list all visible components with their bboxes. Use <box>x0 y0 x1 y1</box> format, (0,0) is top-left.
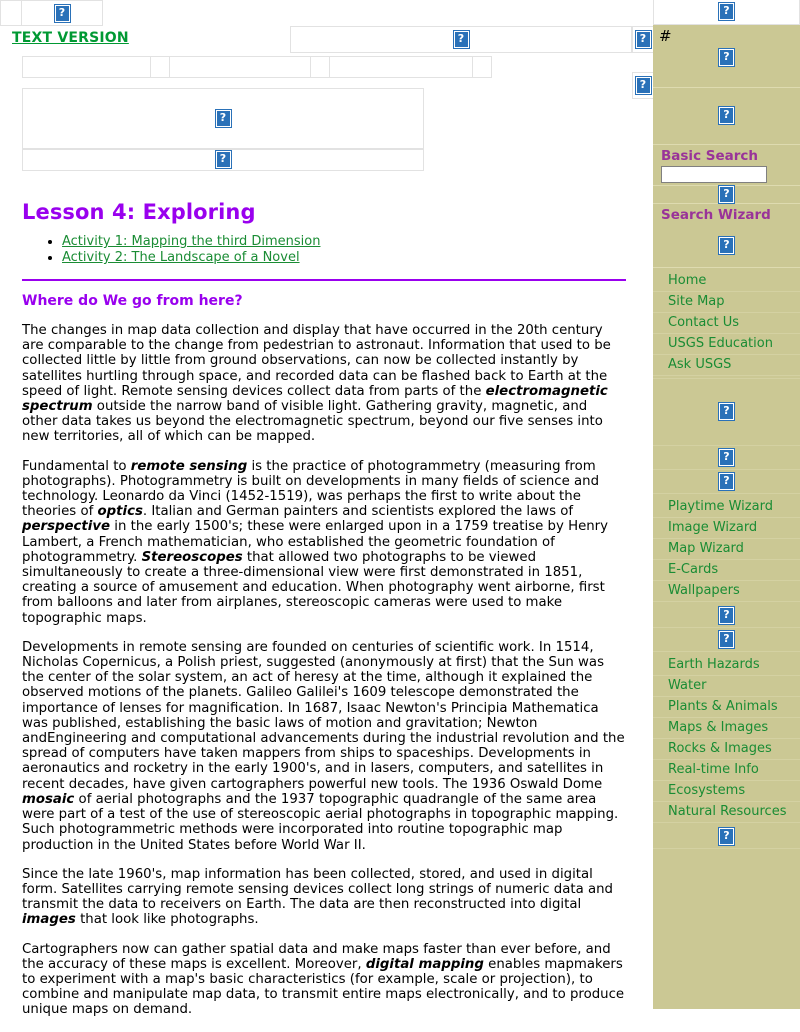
emphasis-term: images <box>22 912 76 928</box>
search-wizard-heading: Search Wizard <box>653 204 800 225</box>
paragraph-text: is the practice of photogrammetry (measuring from photographs). Photogrammetry is built on developments in many fields of science and technology. Leonardo da Vinci (1452-1519), was perhaps the first to write about the theories of <box>22 458 600 520</box>
search-input[interactable] <box>661 166 767 183</box>
activity-link-1[interactable]: Activity 1: Mapping the third Dimension <box>62 234 321 249</box>
sidebar-divider-image-2[interactable] <box>653 470 800 494</box>
sidebar-hash-block <box>653 25 800 88</box>
basic-search-row <box>653 166 800 185</box>
paragraph-text: of aerial photographs and the 1937 topographic quadrangle of the same area were part of a test of the use of stereoscopic aerial photographs in topographic mapping. Such photogrammetric methods were incorporated into routine topographic map production in the United States before World War II. <box>22 791 619 853</box>
activity-list <box>22 234 626 265</box>
list-item <box>62 250 626 265</box>
paragraph-text: enables mapmakers to experiment with a map's basic characteristics (for example, scale or projection), to combine and manipulate map data, to transmit entire maps electronically, and to produce unique maps on demand. <box>22 956 625 1018</box>
top-left-table <box>0 0 103 26</box>
emphasis-term: perspective <box>22 519 111 535</box>
sidebar-item-playtime-wizard[interactable]: Playtime Wizard <box>653 497 800 518</box>
search-submit-button[interactable] <box>653 185 800 204</box>
sidebar-divider-image-4[interactable] <box>653 628 800 652</box>
paragraph-text: outside the narrow band of visible light. Gathering gravity, magnetic, and other data takes us beyond the electromagnetic spectrum, beyond our five senses into new territories, all of which can be mapped. <box>22 399 603 445</box>
text-version-link[interactable]: TEXT VERSION <box>12 30 129 46</box>
sidebar-item-real-time-info[interactable]: Real-time Info <box>653 760 800 781</box>
hash-marker: # <box>659 27 672 45</box>
article-body <box>22 323 626 1018</box>
broken-image-icon <box>719 828 734 845</box>
nav-strip-cell[interactable] <box>330 57 473 78</box>
sidebar-item-ask-usgs[interactable]: Ask USGS <box>653 355 800 376</box>
broken-image-icon <box>719 631 734 648</box>
sidebar-item-e-cards[interactable]: E-Cards <box>653 560 800 581</box>
emphasis-term: Stereoscopes <box>141 549 243 565</box>
sidebar-item-water[interactable]: Water <box>653 676 800 697</box>
nav-strip-cell[interactable] <box>151 57 170 78</box>
main-content <box>22 200 626 1032</box>
broken-image-icon <box>719 107 734 124</box>
sidebar-item-image-wizard[interactable]: Image Wizard <box>653 518 800 539</box>
paragraph-text: Cartographers now can gather spatial data and make maps faster than ever before, and the accuracy of these maps is excellent. Moreover, <box>22 941 611 972</box>
sidebar-item-rocks-images[interactable]: Rocks & Images <box>653 739 800 760</box>
sidebar-banner-image[interactable] <box>653 88 800 145</box>
section-divider <box>22 279 626 281</box>
sidebar-divider-image-1[interactable] <box>653 446 800 470</box>
sidebar-item-contact-us[interactable]: Contact Us <box>653 313 800 334</box>
sidebar-item-natural-resources[interactable]: Natural Resources <box>653 802 800 823</box>
broken-image-icon <box>216 151 231 168</box>
page-title: Lesson 4: Exploring <box>22 200 256 224</box>
emphasis-term: optics <box>97 504 143 520</box>
paragraph-text: The changes in map data collection and display that have occurred in the 20th century are comparable to the change from pedestrian to astronaut. Information that used to be collected little by little from ground observations, can now be collected instantly by satellites hurtling through space, and recorded data can be flashed back to Earth at the speed of light. Remote sensing devices collect data from parts of the <box>22 323 611 399</box>
article-paragraph <box>22 942 626 1018</box>
sidebar-divider-image-3[interactable] <box>653 604 800 628</box>
sidebar-item-plants-animals[interactable]: Plants & Animals <box>653 697 800 718</box>
broken-image-icon <box>719 473 734 490</box>
paragraph-text: that look like photographs. <box>75 912 259 928</box>
broken-image-icon <box>636 77 651 94</box>
header-banner-right-image[interactable] <box>632 26 654 53</box>
sidebar <box>653 0 800 1024</box>
paragraph-text: Fundamental to <box>22 458 131 474</box>
broken-image-icon <box>454 31 469 48</box>
lesson-hero-image[interactable] <box>22 88 424 150</box>
sidebar-item-site-map[interactable]: Site Map <box>653 292 800 313</box>
header-banner-right-image-2[interactable] <box>632 72 654 99</box>
sidebar-item-maps-images[interactable]: Maps & Images <box>653 718 800 739</box>
emphasis-term: mosaic <box>22 791 75 807</box>
paragraph-text: Developments in remote sensing are founded on centuries of scientific work. In 1514, Nicholas Copernicus, a Polish priest, suggested (anonymously at first) that the Sun was the center of the solar system, an act of heresy at the time, although it explained the observed motions of the planets. Galileo Galilei's 1609 telescope demonstrated the importance of lenses for magnification. In 1687, Isaac Newton's Principia Mathematica was published, establishing the basic laws of motion and gravitation; Newton andEngineering and computational advancements during the industrial revolution and the spread of computers have taken mappers from ships to spaceships. Developments in aeronautics and rocketry in the early 1900's, and in lasers, computers, and satellites in recent decades, have given cartographers powerful new tools. The 1936 Oswald Dome <box>22 639 625 792</box>
sidebar-wizard-links <box>653 494 800 604</box>
paragraph-text: Since the late 1960's, map information has been collected, stored, and used in digital form. Satellites carrying remote sensing devices collect long strings of numeric data and transmit the data to receivers on Earth. The data are then reconstructed into digital <box>22 866 613 913</box>
broken-image-icon <box>719 49 734 66</box>
nav-strip-cell[interactable] <box>170 57 311 78</box>
sidebar-hash-image[interactable] <box>653 49 800 66</box>
activity-link-2[interactable]: Activity 2: The Landscape of a Novel <box>62 250 300 265</box>
nav-strip-cell[interactable] <box>311 57 330 78</box>
sidebar-item-map-wizard[interactable]: Map Wizard <box>653 539 800 560</box>
sidebar-item-usgs-education[interactable]: USGS Education <box>653 334 800 355</box>
basic-search-heading: Basic Search <box>653 145 800 166</box>
broken-image-icon <box>719 403 734 420</box>
broken-image-icon <box>719 237 734 254</box>
nav-strip-cell[interactable] <box>23 57 151 78</box>
broken-image-icon <box>55 5 70 22</box>
sidebar-divider-image-5[interactable] <box>653 825 800 849</box>
list-item <box>62 234 626 249</box>
sidebar-promo-image[interactable] <box>653 378 800 446</box>
sidebar-item-wallpapers[interactable]: Wallpapers <box>653 581 800 602</box>
sidebar-filler <box>653 849 800 1009</box>
broken-image-icon <box>216 110 231 127</box>
emphasis-term: remote sensing <box>130 458 248 474</box>
emphasis-term: electromagnetic spectrum <box>22 383 608 415</box>
nav-strip-table <box>22 56 492 78</box>
top-left-logo-cell[interactable] <box>22 1 103 26</box>
nav-strip-cell[interactable] <box>473 57 492 78</box>
sidebar-primary-links <box>653 268 800 378</box>
sidebar-item-home[interactable]: Home <box>653 271 800 292</box>
search-wizard-image[interactable] <box>653 225 800 268</box>
paragraph-text: that allowed two photographs to be viewed simultaneously to create a three-dimensional view were first demonstrated in 1851, creating a source of amusement and education. When photography went airborne, first from balloons and later from airplanes, stereoscopic cameras were used to make topographic maps. <box>22 549 605 626</box>
top-left-spacer-cell <box>1 1 22 26</box>
sidebar-item-earth-hazards[interactable]: Earth Hazards <box>653 655 800 676</box>
paragraph-text: in the early 1500's; these were enlarged upon in a 1759 treatise by Henry Lambert, a French mathematician, who established the geometric foundation of photogrammetry. <box>22 519 609 565</box>
emphasis-term: digital mapping <box>365 956 484 972</box>
article-paragraph <box>22 640 626 853</box>
broken-image-icon <box>719 3 734 20</box>
broken-image-icon <box>719 449 734 466</box>
broken-image-icon <box>719 607 734 624</box>
article-paragraph <box>22 459 626 626</box>
header-banner-image[interactable] <box>290 26 632 53</box>
paragraph-text: . Italian and German painters and scientists explored the laws of <box>142 504 574 520</box>
article-paragraph <box>22 867 626 928</box>
sidebar-top-image[interactable] <box>653 0 800 25</box>
broken-image-icon <box>719 186 734 203</box>
article-paragraph <box>22 323 626 445</box>
section-heading: Where do We go from here? <box>22 293 243 309</box>
sidebar-item-ecosystems[interactable]: Ecosystems <box>653 781 800 802</box>
sidebar-topic-links <box>653 652 800 825</box>
broken-image-icon <box>636 31 651 48</box>
lesson-hero-caption-image[interactable] <box>22 148 424 171</box>
